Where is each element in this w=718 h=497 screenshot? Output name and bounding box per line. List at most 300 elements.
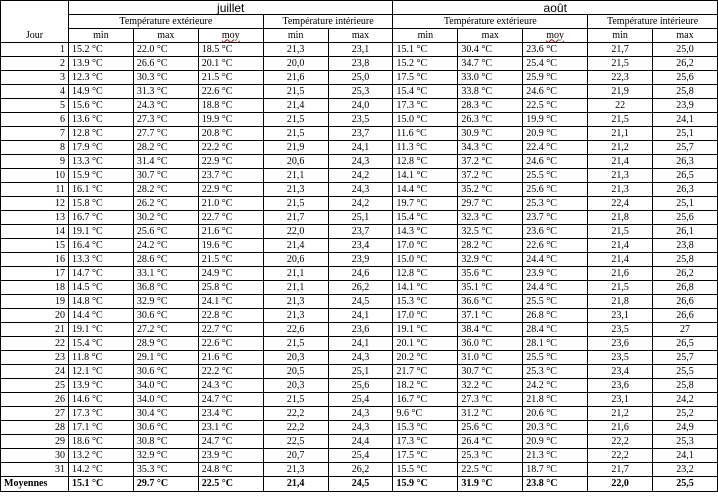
value-cell: 23,7 xyxy=(328,127,393,141)
value-cell: 28.2 °C xyxy=(133,183,198,197)
avg-cell: 21,4 xyxy=(263,477,328,492)
value-cell: 38.4 °C xyxy=(458,323,523,337)
value-cell: 21,5 xyxy=(263,113,328,127)
value-cell: 17.5 °C xyxy=(393,449,458,463)
value-cell: 14.1 °C xyxy=(393,281,458,295)
value-cell: 21,5 xyxy=(263,127,328,141)
value-cell: 27.3 °C xyxy=(458,393,523,407)
value-cell: 23.7 °C xyxy=(523,211,588,225)
value-cell: 28.3 °C xyxy=(458,99,523,113)
table-row xyxy=(1,239,718,253)
value-cell: 15.4 °C xyxy=(69,337,134,351)
value-cell: 28.2 °C xyxy=(133,141,198,155)
value-cell: 24,2 xyxy=(328,169,393,183)
value-cell: 31.3 °C xyxy=(133,85,198,99)
value-cell: 37.2 °C xyxy=(458,155,523,169)
value-cell: 25,0 xyxy=(653,43,718,57)
day-cell: 3 xyxy=(1,71,69,85)
value-cell: 24,0 xyxy=(328,99,393,113)
value-cell: 15.3 °C xyxy=(393,421,458,435)
value-cell: 14.9 °C xyxy=(69,85,134,99)
table-row xyxy=(1,421,718,435)
value-cell: 21,2 xyxy=(588,141,653,155)
value-cell: 26,3 xyxy=(653,183,718,197)
value-cell: 25,6 xyxy=(653,211,718,225)
value-cell: 32.9 °C xyxy=(133,449,198,463)
value-cell: 25,7 xyxy=(653,351,718,365)
table-row xyxy=(1,309,718,323)
value-cell: 22 xyxy=(588,99,653,113)
value-cell: 23,1 xyxy=(328,43,393,57)
value-cell: 17.0 °C xyxy=(393,239,458,253)
value-cell: 24,3 xyxy=(328,421,393,435)
value-cell: 25,6 xyxy=(653,71,718,85)
value-cell: 15.2 °C xyxy=(69,43,134,57)
value-cell: 26,6 xyxy=(653,309,718,323)
table-row xyxy=(1,113,718,127)
value-cell: 13.3 °C xyxy=(69,253,134,267)
value-cell: 22,2 xyxy=(263,421,328,435)
value-cell: 19.9 °C xyxy=(523,113,588,127)
value-cell: 14.7 °C xyxy=(69,267,134,281)
value-cell: 21.8 °C xyxy=(523,393,588,407)
value-cell: 26,2 xyxy=(653,57,718,71)
table-row xyxy=(1,449,718,463)
value-cell: 19.1 °C xyxy=(393,323,458,337)
value-cell: 25.6 °C xyxy=(523,183,588,197)
value-cell: 18.7 °C xyxy=(523,463,588,477)
value-cell: 12.8 °C xyxy=(393,267,458,281)
value-cell: 28.4 °C xyxy=(523,323,588,337)
value-cell: 12.8 °C xyxy=(69,127,134,141)
value-cell: 26.4 °C xyxy=(458,435,523,449)
value-cell: 26,6 xyxy=(653,295,718,309)
table-row xyxy=(1,393,718,407)
value-cell: 24,6 xyxy=(328,267,393,281)
day-cell: 11 xyxy=(1,183,69,197)
value-cell: 21,3 xyxy=(263,183,328,197)
day-cell: 31 xyxy=(1,463,69,477)
value-cell: 15.4 °C xyxy=(393,211,458,225)
value-cell: 24,2 xyxy=(653,393,718,407)
table-row xyxy=(1,281,718,295)
value-cell: 20,6 xyxy=(263,253,328,267)
value-cell: 20.2 °C xyxy=(393,351,458,365)
sub-header-max: max xyxy=(133,29,198,43)
month-juillet: juillet xyxy=(69,1,393,15)
value-cell: 21,9 xyxy=(263,141,328,155)
value-cell: 27 xyxy=(653,323,718,337)
value-cell: 15.2 °C xyxy=(393,57,458,71)
value-cell: 24,3 xyxy=(328,351,393,365)
value-cell: 37.1 °C xyxy=(458,309,523,323)
table-row xyxy=(1,155,718,169)
value-cell: 22.4 °C xyxy=(523,141,588,155)
value-cell: 21,3 xyxy=(263,309,328,323)
value-cell: 32.9 °C xyxy=(458,253,523,267)
value-cell: 21.0 °C xyxy=(198,197,263,211)
averages-label: Moyennes xyxy=(1,477,69,492)
value-cell: 32.3 °C xyxy=(458,211,523,225)
table-row xyxy=(1,225,718,239)
sub-header-max: max xyxy=(653,29,718,43)
value-cell: 20.9 °C xyxy=(523,127,588,141)
value-cell: 25.5 °C xyxy=(523,295,588,309)
value-cell: 24,4 xyxy=(328,435,393,449)
value-cell: 21,9 xyxy=(588,85,653,99)
value-cell: 15.9 °C xyxy=(69,169,134,183)
value-cell: 30.7 °C xyxy=(133,169,198,183)
value-cell: 25,3 xyxy=(653,435,718,449)
value-cell: 18.8 °C xyxy=(198,99,263,113)
value-cell: 28.1 °C xyxy=(523,337,588,351)
day-cell: 22 xyxy=(1,337,69,351)
day-cell: 29 xyxy=(1,435,69,449)
value-cell: 22.5 °C xyxy=(458,463,523,477)
value-cell: 14.2 °C xyxy=(69,463,134,477)
value-cell: 23,8 xyxy=(328,57,393,71)
value-cell: 22.6 °C xyxy=(198,337,263,351)
value-cell: 18.2 °C xyxy=(393,379,458,393)
value-cell: 22,2 xyxy=(588,449,653,463)
value-cell: 21,5 xyxy=(263,85,328,99)
value-cell: 24.2 °C xyxy=(523,379,588,393)
value-cell: 11.8 °C xyxy=(69,351,134,365)
day-cell: 4 xyxy=(1,85,69,99)
juillet-int-header: Température intérieure xyxy=(263,15,393,29)
value-cell: 22.9 °C xyxy=(198,155,263,169)
value-cell: 21,6 xyxy=(263,71,328,85)
value-cell: 15.0 °C xyxy=(393,253,458,267)
value-cell: 20.8 °C xyxy=(198,127,263,141)
value-cell: 24,5 xyxy=(328,295,393,309)
value-cell: 21,3 xyxy=(263,463,328,477)
value-cell: 26,2 xyxy=(653,267,718,281)
value-cell: 21,2 xyxy=(588,407,653,421)
value-cell: 26.8 °C xyxy=(523,309,588,323)
value-cell: 21,1 xyxy=(263,281,328,295)
value-cell: 22.6 °C xyxy=(523,239,588,253)
value-cell: 34.0 °C xyxy=(133,393,198,407)
value-cell: 30.4 °C xyxy=(133,407,198,421)
value-cell: 21,4 xyxy=(588,155,653,169)
value-cell: 23,9 xyxy=(653,99,718,113)
jour-header: Jour xyxy=(1,1,69,43)
sub-header-moy: moy xyxy=(198,29,263,43)
value-cell: 13.3 °C xyxy=(69,155,134,169)
value-cell: 22,5 xyxy=(263,435,328,449)
value-cell: 21,3 xyxy=(263,295,328,309)
value-cell: 13.6 °C xyxy=(69,113,134,127)
table-row xyxy=(1,99,718,113)
value-cell: 23,5 xyxy=(588,351,653,365)
value-cell: 21.6 °C xyxy=(198,225,263,239)
value-cell: 22.6 °C xyxy=(198,85,263,99)
value-cell: 15.3 °C xyxy=(393,295,458,309)
value-cell: 20.9 °C xyxy=(523,435,588,449)
aout-int-header: Température intérieure xyxy=(588,15,718,29)
value-cell: 18.6 °C xyxy=(69,435,134,449)
value-cell: 25,8 xyxy=(653,379,718,393)
value-cell: 21,3 xyxy=(588,169,653,183)
value-cell: 19.1 °C xyxy=(69,225,134,239)
month-aout: août xyxy=(393,1,718,15)
value-cell: 23,1 xyxy=(588,393,653,407)
value-cell: 14.4 °C xyxy=(393,183,458,197)
value-cell: 31.0 °C xyxy=(458,351,523,365)
table-row xyxy=(1,211,718,225)
value-cell: 29.7 °C xyxy=(458,197,523,211)
value-cell: 26,2 xyxy=(328,463,393,477)
value-cell: 24.3 °C xyxy=(133,99,198,113)
value-cell: 24,1 xyxy=(653,113,718,127)
avg-cell: 22.5 °C xyxy=(198,477,263,492)
aout-ext-header: Température extérieure xyxy=(393,15,588,29)
value-cell: 25,7 xyxy=(653,141,718,155)
table-row xyxy=(1,71,718,85)
value-cell: 30.8 °C xyxy=(133,435,198,449)
value-cell: 25,2 xyxy=(653,407,718,421)
day-cell: 14 xyxy=(1,225,69,239)
value-cell: 35.3 °C xyxy=(133,463,198,477)
value-cell: 23.9 °C xyxy=(198,449,263,463)
value-cell: 21,4 xyxy=(588,239,653,253)
value-cell: 21.6 °C xyxy=(198,351,263,365)
value-cell: 21,4 xyxy=(263,239,328,253)
value-cell: 22.8 °C xyxy=(198,309,263,323)
sub-header-moy: moy xyxy=(523,29,588,43)
value-cell: 16.7 °C xyxy=(393,393,458,407)
value-cell: 19.9 °C xyxy=(198,113,263,127)
value-cell: 17.3 °C xyxy=(393,99,458,113)
value-cell: 21,5 xyxy=(588,57,653,71)
value-cell: 25.3 °C xyxy=(523,365,588,379)
value-cell: 20,6 xyxy=(263,155,328,169)
value-cell: 25,4 xyxy=(328,393,393,407)
value-cell: 26.2 °C xyxy=(133,197,198,211)
value-cell: 23,7 xyxy=(328,225,393,239)
value-cell: 21,6 xyxy=(588,267,653,281)
value-cell: 23.4 °C xyxy=(198,407,263,421)
table-row xyxy=(1,463,718,477)
value-cell: 23,6 xyxy=(588,337,653,351)
day-cell: 20 xyxy=(1,309,69,323)
value-cell: 11.3 °C xyxy=(393,141,458,155)
value-cell: 21,7 xyxy=(588,463,653,477)
value-cell: 30.7 °C xyxy=(458,365,523,379)
value-cell: 34.3 °C xyxy=(458,141,523,155)
avg-cell: 29.7 °C xyxy=(133,477,198,492)
value-cell: 24.1 °C xyxy=(198,295,263,309)
value-cell: 20,7 xyxy=(263,449,328,463)
value-cell: 24.7 °C xyxy=(198,393,263,407)
value-cell: 21.5 °C xyxy=(198,71,263,85)
value-cell: 30.2 °C xyxy=(133,211,198,225)
value-cell: 20.1 °C xyxy=(393,337,458,351)
day-cell: 16 xyxy=(1,253,69,267)
value-cell: 30.3 °C xyxy=(133,71,198,85)
value-cell: 31.4 °C xyxy=(133,155,198,169)
day-cell: 27 xyxy=(1,407,69,421)
value-cell: 21,3 xyxy=(263,43,328,57)
value-cell: 15.4 °C xyxy=(393,85,458,99)
value-cell: 32.9 °C xyxy=(133,295,198,309)
value-cell: 23,4 xyxy=(588,365,653,379)
value-cell: 14.6 °C xyxy=(69,393,134,407)
value-cell: 14.8 °C xyxy=(69,295,134,309)
value-cell: 16.4 °C xyxy=(69,239,134,253)
value-cell: 16.1 °C xyxy=(69,183,134,197)
table-row xyxy=(1,435,718,449)
value-cell: 28.2 °C xyxy=(458,239,523,253)
value-cell: 28.6 °C xyxy=(133,253,198,267)
value-cell: 26,8 xyxy=(653,281,718,295)
value-cell: 22,2 xyxy=(588,435,653,449)
value-cell: 32.5 °C xyxy=(458,225,523,239)
sub-header-max: max xyxy=(328,29,393,43)
value-cell: 35.2 °C xyxy=(458,183,523,197)
value-cell: 27.2 °C xyxy=(133,323,198,337)
table-row xyxy=(1,407,718,421)
value-cell: 17.5 °C xyxy=(393,71,458,85)
value-cell: 23,5 xyxy=(328,113,393,127)
value-cell: 20,0 xyxy=(263,57,328,71)
avg-cell: 25,5 xyxy=(653,477,718,492)
value-cell: 21,8 xyxy=(588,295,653,309)
value-cell: 15.0 °C xyxy=(393,113,458,127)
sub-header-row xyxy=(1,29,718,43)
value-cell: 21.5 °C xyxy=(198,253,263,267)
value-cell: 34.0 °C xyxy=(133,379,198,393)
value-cell: 28.9 °C xyxy=(133,337,198,351)
value-cell: 14.1 °C xyxy=(393,169,458,183)
table-row xyxy=(1,127,718,141)
day-cell: 30 xyxy=(1,449,69,463)
avg-cell: 15.1 °C xyxy=(69,477,134,492)
day-cell: 13 xyxy=(1,211,69,225)
value-cell: 15.6 °C xyxy=(69,99,134,113)
table-row xyxy=(1,197,718,211)
value-cell: 25,4 xyxy=(328,449,393,463)
value-cell: 26,2 xyxy=(328,281,393,295)
value-cell: 13.9 °C xyxy=(69,57,134,71)
value-cell: 26,5 xyxy=(653,337,718,351)
value-cell: 11.6 °C xyxy=(393,127,458,141)
day-cell: 19 xyxy=(1,295,69,309)
value-cell: 12.3 °C xyxy=(69,71,134,85)
value-cell: 24,3 xyxy=(328,183,393,197)
table-row xyxy=(1,169,718,183)
value-cell: 21,5 xyxy=(588,281,653,295)
table-row xyxy=(1,337,718,351)
value-cell: 21,6 xyxy=(588,421,653,435)
value-cell: 19.1 °C xyxy=(69,323,134,337)
value-cell: 13.9 °C xyxy=(69,379,134,393)
value-cell: 21,5 xyxy=(588,113,653,127)
sub-header-min: min xyxy=(69,29,134,43)
value-cell: 30.6 °C xyxy=(133,309,198,323)
value-cell: 23.1 °C xyxy=(198,421,263,435)
value-cell: 26.3 °C xyxy=(458,113,523,127)
value-cell: 22,2 xyxy=(263,407,328,421)
value-cell: 20.1 °C xyxy=(198,57,263,71)
value-cell: 22.2 °C xyxy=(198,365,263,379)
table-row xyxy=(1,323,718,337)
value-cell: 25.8 °C xyxy=(198,281,263,295)
value-cell: 25,0 xyxy=(328,71,393,85)
value-cell: 23,8 xyxy=(653,239,718,253)
month-header-row xyxy=(1,1,718,15)
value-cell: 17.9 °C xyxy=(69,141,134,155)
table-row xyxy=(1,379,718,393)
value-cell: 23.6 °C xyxy=(523,43,588,57)
value-cell: 25.6 °C xyxy=(458,421,523,435)
value-cell: 21,5 xyxy=(263,197,328,211)
value-cell: 21,4 xyxy=(588,253,653,267)
value-cell: 24,3 xyxy=(328,155,393,169)
value-cell: 21,5 xyxy=(588,225,653,239)
value-cell: 25.5 °C xyxy=(523,351,588,365)
value-cell: 23.9 °C xyxy=(523,267,588,281)
value-cell: 25.3 °C xyxy=(523,197,588,211)
value-cell: 22.7 °C xyxy=(198,323,263,337)
value-cell: 36.6 °C xyxy=(458,295,523,309)
value-cell: 17.3 °C xyxy=(69,407,134,421)
day-cell: 9 xyxy=(1,155,69,169)
value-cell: 24.7 °C xyxy=(198,435,263,449)
group-header-row xyxy=(1,15,718,29)
value-cell: 16.7 °C xyxy=(69,211,134,225)
value-cell: 17.0 °C xyxy=(393,309,458,323)
value-cell: 35.6 °C xyxy=(458,267,523,281)
value-cell: 24,9 xyxy=(653,421,718,435)
value-cell: 15.5 °C xyxy=(393,463,458,477)
value-cell: 26.6 °C xyxy=(133,57,198,71)
value-cell: 21,3 xyxy=(588,183,653,197)
value-cell: 24,2 xyxy=(328,197,393,211)
avg-cell: 15.9 °C xyxy=(393,477,458,492)
value-cell: 21.7 °C xyxy=(393,365,458,379)
value-cell: 14.3 °C xyxy=(393,225,458,239)
value-cell: 24.3 °C xyxy=(198,379,263,393)
value-cell: 25,1 xyxy=(653,127,718,141)
day-cell: 2 xyxy=(1,57,69,71)
value-cell: 14.4 °C xyxy=(69,309,134,323)
value-cell: 25,8 xyxy=(653,85,718,99)
day-cell: 21 xyxy=(1,323,69,337)
value-cell: 25,5 xyxy=(653,365,718,379)
value-cell: 22.7 °C xyxy=(198,211,263,225)
day-cell: 26 xyxy=(1,393,69,407)
value-cell: 20,3 xyxy=(263,379,328,393)
value-cell: 20,5 xyxy=(263,365,328,379)
value-cell: 22.0 °C xyxy=(133,43,198,57)
value-cell: 27.7 °C xyxy=(133,127,198,141)
value-cell: 25,1 xyxy=(653,197,718,211)
value-cell: 21,1 xyxy=(588,127,653,141)
value-cell: 14.5 °C xyxy=(69,281,134,295)
value-cell: 21.3 °C xyxy=(523,449,588,463)
value-cell: 21,5 xyxy=(263,393,328,407)
value-cell: 25.6 °C xyxy=(133,225,198,239)
value-cell: 21,7 xyxy=(588,43,653,57)
value-cell: 37.2 °C xyxy=(458,169,523,183)
value-cell: 24.4 °C xyxy=(523,281,588,295)
table-row xyxy=(1,85,718,99)
day-cell: 18 xyxy=(1,281,69,295)
value-cell: 25.3 °C xyxy=(458,449,523,463)
day-cell: 17 xyxy=(1,267,69,281)
